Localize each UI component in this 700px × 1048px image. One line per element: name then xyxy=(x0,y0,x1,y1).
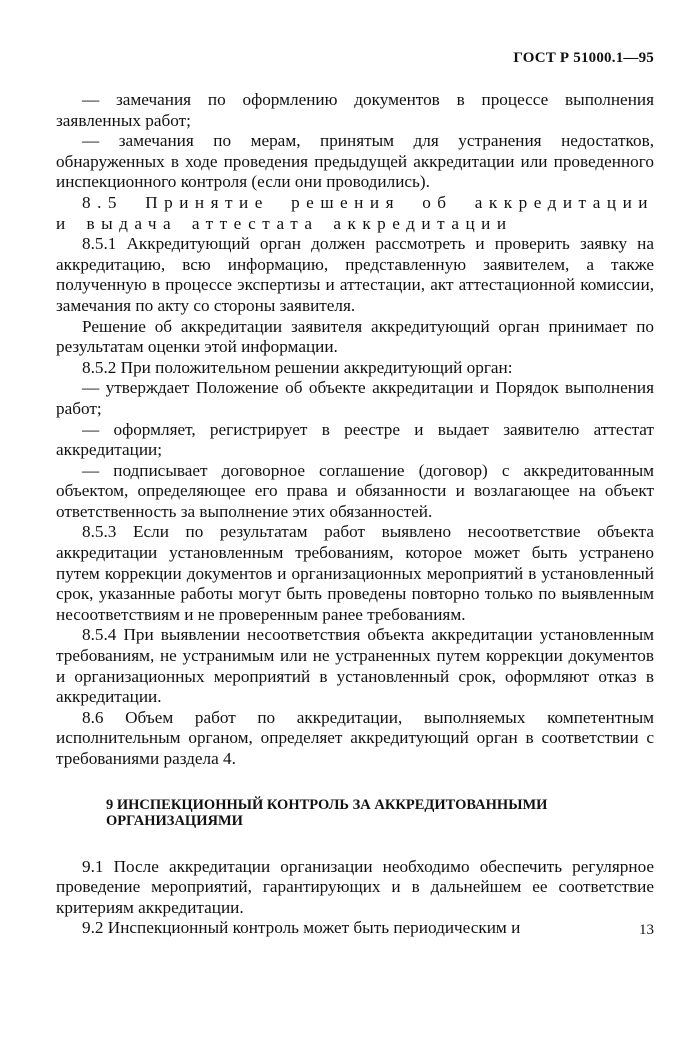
paragraph-8-5-2: 8.5.2 При положительном решении аккредитующий орган: xyxy=(82,357,513,377)
paragraph-remarks-measures: — замечания по мерам, принятым для устранения недостатков, обнаруженных в ходе проведения предыдущей аккредитации или проведенного инспекционного контроля (если они проводились). xyxy=(56,131,654,192)
paragraph-decision: Решение об аккредитации заявителя аккредитующий орган принимает по результатам оценки этой информации. xyxy=(56,316,654,357)
page-number: 13 xyxy=(639,922,654,938)
list-item-registers: — оформляет, регистрирует в реестре и выдает заявителю аттестат аккредитации; xyxy=(56,419,654,460)
paragraph-9-2: 9.2 Инспекционный контроль может быть периодическим и xyxy=(82,918,521,938)
paragraph-8-5-3: 8.5.3 Если по результатам работ выявлено несоответствие объекта аккредитации установленным требованиям, которое может быть устранено путем коррекции документов и организационных мероприятий в установленный срок, указанные работы могут быть проведены повторно только по выявленным несоответствиям и не проверенным ранее требованиям. xyxy=(56,522,654,624)
list-item-approves: — утверждает Положение об объекте аккредитации и Порядок выполнения работ; xyxy=(56,378,654,418)
subsection-heading-8-5: 8.5 Принятие решения об аккредитации и выдача аттестата аккредитации xyxy=(56,192,654,233)
list-item-signs: — подписывает договорное соглашение (договор) с аккредитованным объектом, определяющее его права и обязанности и возлагающее на объект ответственность за выполнение этих обязанностей. xyxy=(56,460,654,521)
paragraph-8-6: 8.6 Объем работ по аккредитации, выполняемых компетентным исполнительным органом, определяет аккредитующий орган в соответствии с требованиями раздела 4. xyxy=(56,707,654,768)
document-body xyxy=(56,90,654,939)
document-id-header: ГОСТ Р 51000.1—95 xyxy=(513,50,654,66)
paragraph-8-5-4: 8.5.4 При выявлении несоответствия объекта аккредитации установленным требованиям, не устранимым или не устраненных путем коррекции документов и организационных мероприятий в установленный срок, оформляют отказ в аккредитации. xyxy=(56,625,654,707)
section-heading-9: 9 ИНСПЕКЦИОННЫЙ КОНТРОЛЬ ЗА АККРЕДИТОВАННЫМИ ОРГАНИЗАЦИЯМИ xyxy=(106,796,548,830)
paragraph-8-5-1: 8.5.1 Аккредитующий орган должен рассмотреть и проверить заявку на аккредитацию, всю информацию, представленную заявителем, а также полученную в процессе экспертизы и аттестации, акт аттестационной комиссии, замечания по акту со стороны заявителя. xyxy=(56,234,654,315)
paragraph-remarks-docs: — замечания по оформлению документов в процессе выполнения заявленных работ; xyxy=(56,90,654,130)
paragraph-9-1: 9.1 После аккредитации организации необходимо обеспечить регулярное проведение мероприятий, гарантирующих и в дальнейшем ее соответствие критериям аккредитации. xyxy=(56,856,654,917)
